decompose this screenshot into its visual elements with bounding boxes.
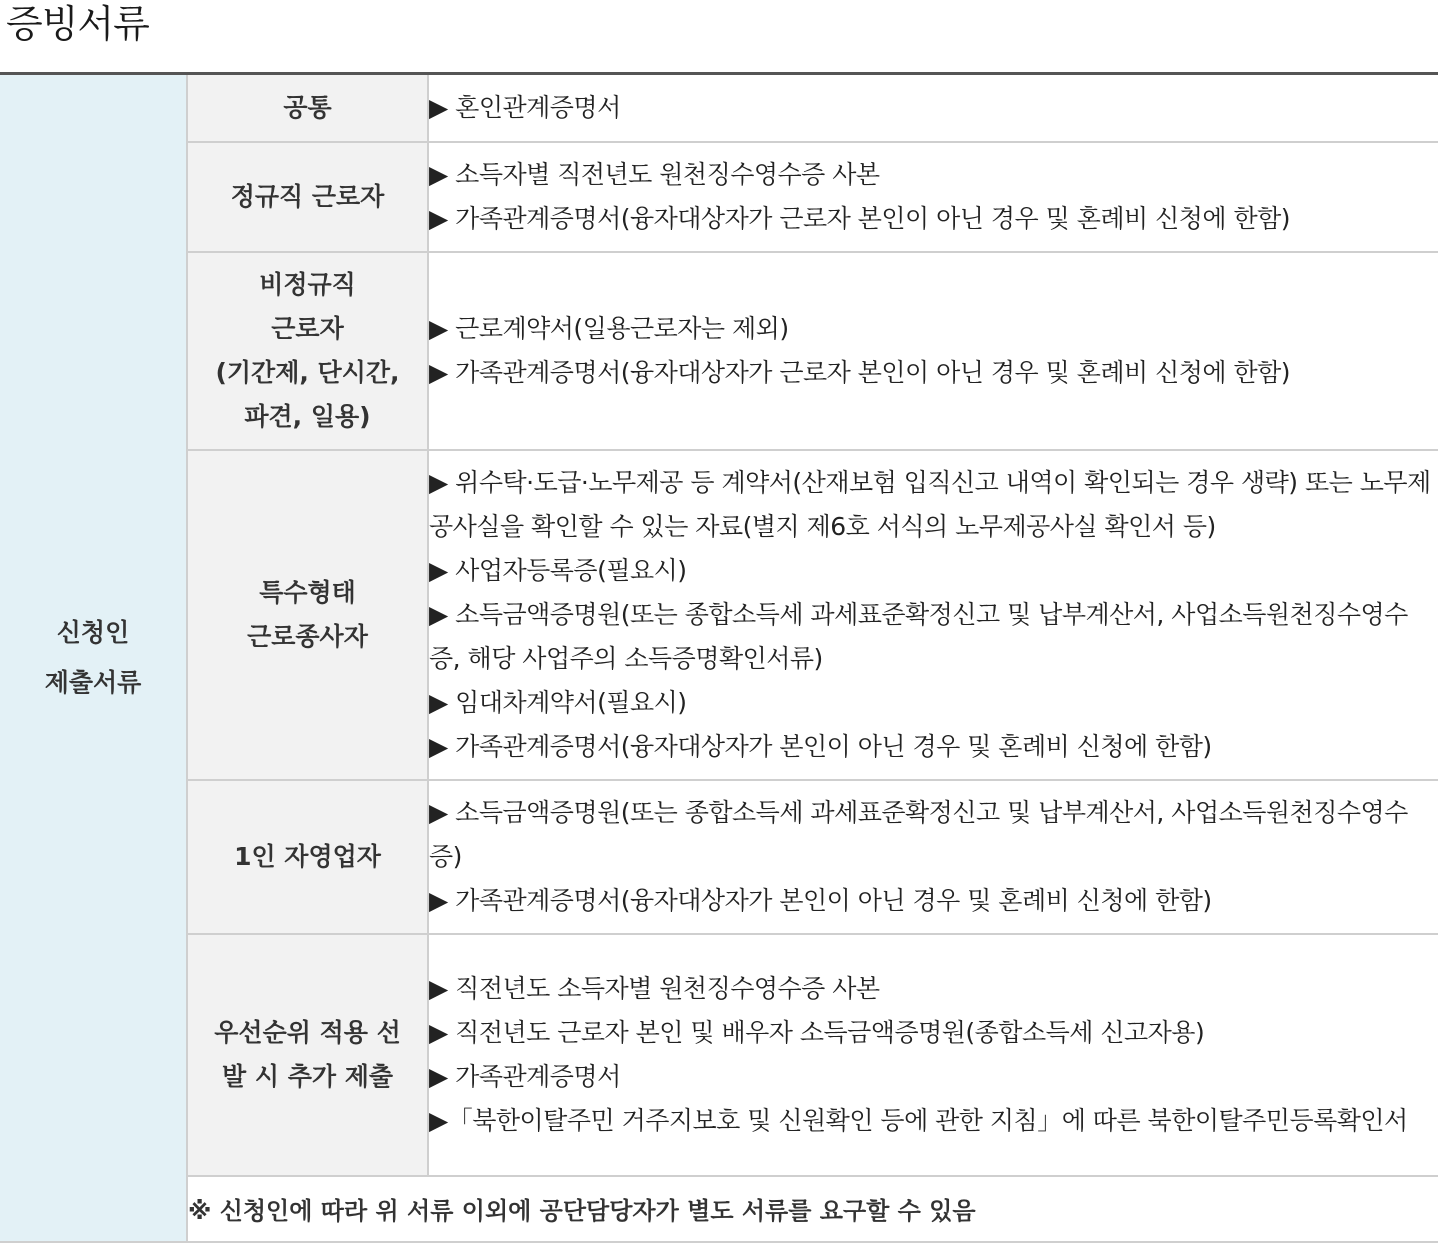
table-row xyxy=(0,780,1438,934)
items-cell xyxy=(428,934,1438,1176)
category-cell xyxy=(187,450,428,780)
document-item: ▶ 직전년도 근로자 본인 및 배우자 소득금액증명원(종합소득세 신고자용) xyxy=(429,1017,1205,1047)
document-item: ▶ 소득금액증명원(또는 종합소득세 과세표준확정신고 및 납부계산서, 사업소득원천징수영수증) xyxy=(429,797,1408,871)
document-item: ▶ 가족관계증명서(융자대상자가 근로자 본인이 아닌 경우 및 혼례비 신청에 한함) xyxy=(429,203,1291,233)
category-label: 특수형태 xyxy=(259,577,356,607)
table-row xyxy=(0,142,1438,252)
items-cell xyxy=(428,252,1438,450)
document-item: ▶ 사업자등록증(필요시) xyxy=(429,555,687,585)
category-label: (기간제, 단시간, xyxy=(215,357,400,387)
items-cell xyxy=(428,780,1438,934)
group-label-line: 제출서류 xyxy=(44,667,142,697)
category-cell xyxy=(187,780,428,934)
category-label: 우선순위 적용 선 xyxy=(214,1017,401,1047)
table-row xyxy=(0,74,1438,142)
document-item: ▶「북한이탈주민 거주지보호 및 신원확인 등에 관한 지침」에 따른 북한이탈주민등록확인서 xyxy=(429,1105,1408,1135)
category-cell xyxy=(187,74,428,142)
note-text: ※ 신청인에 따라 위 서류 이외에 공단담당자가 별도 서류를 요구할 수 있음 xyxy=(188,1197,976,1225)
document-item: ▶ 근로계약서(일용근로자는 제외) xyxy=(429,313,789,343)
table-row xyxy=(0,934,1438,1176)
document-item: ▶ 직전년도 소득자별 원천징수영수증 사본 xyxy=(429,973,880,1003)
category-label: 공통 xyxy=(283,92,332,122)
group-label-cell xyxy=(0,74,187,1242)
document-item: ▶ 가족관계증명서 xyxy=(429,1061,621,1091)
category-label: 1인 자영업자 xyxy=(234,841,381,871)
page-title: 증빙서류 xyxy=(6,2,149,46)
category-cell xyxy=(187,142,428,252)
category-label: 발 시 추가 제출 xyxy=(221,1061,393,1091)
category-label: 비정규직 xyxy=(259,269,356,299)
document-item: ▶ 위수탁·도급·노무제공 등 계약서(산재보험 입직신고 내역이 확인되는 경우 생략) 또는 노무제공사실을 확인할 수 있는 자료(별지 제6호 서식의 노무제공사실 확인서 등) xyxy=(429,467,1431,541)
document-item: ▶ 소득금액증명원(또는 종합소득세 과세표준확정신고 및 납부계산서, 사업소득원천징수영수증, 해당 사업주의 소득증명확인서류) xyxy=(429,599,1408,673)
items-cell xyxy=(428,74,1438,142)
note-cell xyxy=(187,1176,1438,1242)
table-row xyxy=(0,252,1438,450)
document-item: ▶ 임대차계약서(필요시) xyxy=(429,687,687,717)
document-item: ▶ 혼인관계증명서 xyxy=(429,92,621,122)
table-row xyxy=(0,450,1438,780)
document-item: ▶ 가족관계증명서(융자대상자가 본인이 아닌 경우 및 혼례비 신청에 한함) xyxy=(429,731,1212,761)
group-label-line: 신청인 xyxy=(56,617,130,647)
items-cell xyxy=(428,142,1438,252)
category-label: 파견, 일용) xyxy=(244,401,371,431)
category-cell xyxy=(187,934,428,1176)
category-cell xyxy=(187,252,428,450)
items-cell xyxy=(428,450,1438,780)
category-label: 정규직 근로자 xyxy=(230,181,385,211)
document-item: ▶ 가족관계증명서(융자대상자가 본인이 아닌 경우 및 혼례비 신청에 한함) xyxy=(429,885,1212,915)
document-item: ▶ 가족관계증명서(융자대상자가 근로자 본인이 아닌 경우 및 혼례비 신청에 한함) xyxy=(429,357,1291,387)
category-label: 근로종사자 xyxy=(247,621,368,651)
category-label: 근로자 xyxy=(271,313,344,343)
documents-table xyxy=(0,72,1438,1243)
document-item: ▶ 소득자별 직전년도 원천징수영수증 사본 xyxy=(429,159,880,189)
table-row xyxy=(0,1176,1438,1242)
